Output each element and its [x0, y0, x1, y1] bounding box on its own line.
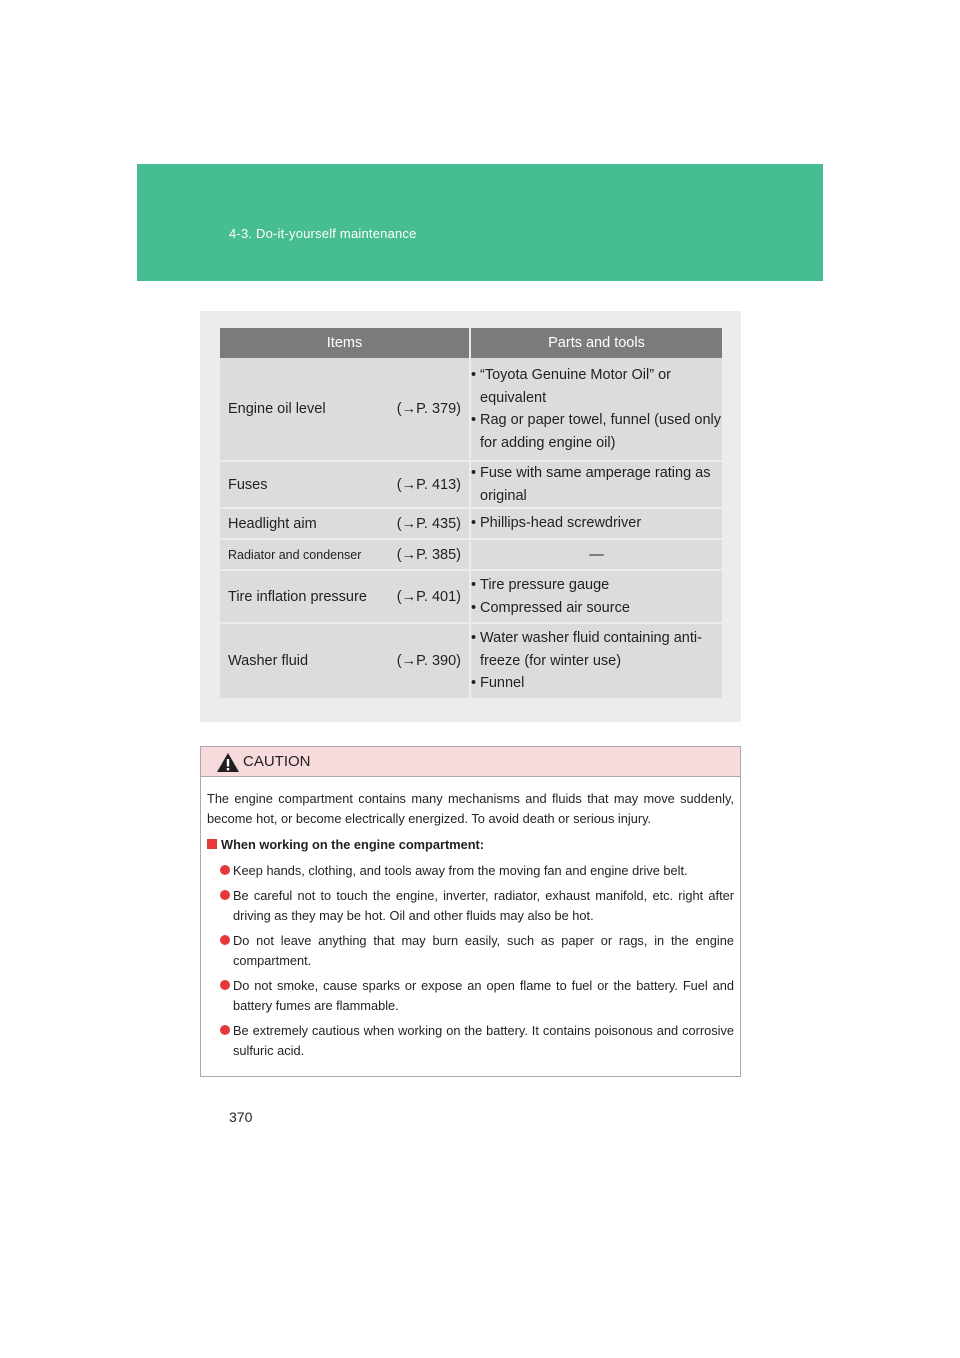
item-name: Washer fluid: [228, 653, 309, 669]
caution-item: Do not smoke, cause sparks or expose an open flame to fuel or the battery. Fuel and battery fumes are flammable.: [207, 976, 734, 1015]
caution-header: [201, 747, 740, 777]
item-cell: [220, 623, 470, 699]
parts-cell: [470, 358, 722, 461]
item-name: Radiator and condenser: [228, 547, 362, 562]
table-header-row: [220, 328, 722, 358]
table-row: [220, 623, 722, 699]
header-items: Items: [220, 328, 470, 358]
page-reference: (→P. 385): [396, 546, 461, 563]
table-row: [220, 539, 722, 570]
caution-item: Be extremely cautious when working on the battery. It contains poisonous and corrosive sulfuric acid.: [207, 1021, 734, 1060]
part-item: • Tire pressure gauge: [471, 577, 610, 593]
parts-tools-table: [220, 328, 722, 700]
caution-intro: The engine compartment contains many mechanisms and fluids that may move suddenly, become hot, or become electrically energized. To avoid death or serious injury.: [207, 791, 734, 826]
caution-item: Be careful not to touch the engine, inverter, radiator, exhaust manifold, etc. right after driving as they may be hot. Oil and other fluids may also be hot.: [207, 886, 734, 925]
item-cell: [220, 508, 470, 539]
header-band: [137, 164, 823, 281]
caution-item: Do not leave anything that may burn easily, such as paper or rags, in the engine compartment.: [207, 931, 734, 970]
header-parts: Parts and tools: [470, 328, 722, 358]
caution-box: [200, 746, 741, 1077]
item-name: Headlight aim: [228, 515, 317, 532]
caution-subheading: When working on the engine compartment:: [207, 835, 734, 855]
page-reference: (→P. 379): [396, 401, 461, 417]
round-bullet-icon: [220, 1025, 230, 1035]
caution-item: Keep hands, clothing, and tools away from the moving fan and engine drive belt.: [207, 861, 734, 881]
item-cell: [220, 358, 470, 461]
table-row: [220, 358, 722, 461]
part-item: • Rag or paper towel, funnel (used only for adding engine oil): [471, 412, 722, 451]
page-reference: (→P. 390): [396, 653, 461, 669]
part-item: • Water washer fluid containing anti-freeze (for winter use): [471, 630, 702, 669]
square-bullet-icon: [207, 839, 217, 849]
item-name: Engine oil level: [228, 401, 326, 417]
round-bullet-icon: [220, 980, 230, 990]
page-reference: (→P. 413): [396, 476, 461, 493]
item-name: Fuses: [228, 476, 268, 493]
part-item: • Fuse with same amperage rating as original: [471, 465, 711, 504]
part-item: • Phillips-head screwdriver: [471, 515, 642, 532]
page-reference: (→P. 435): [396, 515, 461, 532]
table-row: [220, 461, 722, 508]
part-item: • “Toyota Genuine Motor Oil” or equivalent: [471, 367, 671, 406]
caution-body: [201, 777, 740, 1060]
round-bullet-icon: [220, 865, 230, 875]
round-bullet-icon: [220, 935, 230, 945]
item-cell: [220, 570, 470, 623]
parts-cell: [470, 508, 722, 539]
parts-cell: [470, 623, 722, 699]
parts-cell: [470, 570, 722, 623]
page-reference: (→P. 401): [396, 588, 461, 605]
caution-title: CAUTION: [243, 753, 311, 770]
page-number: 370: [229, 1109, 253, 1125]
table-row: [220, 570, 722, 623]
parts-cell: [470, 461, 722, 508]
item-cell: [220, 461, 470, 508]
section-title: 4-3. Do-it-yourself maintenance: [229, 226, 417, 241]
item-name: Tire inflation pressure: [228, 588, 367, 605]
warning-triangle-icon: [216, 752, 240, 773]
round-bullet-icon: [220, 890, 230, 900]
table-row: [220, 508, 722, 539]
item-cell: [220, 539, 470, 570]
no-parts-dash: —: [470, 539, 722, 570]
part-item: • Compressed air source: [471, 599, 630, 616]
part-item: • Funnel: [471, 675, 525, 692]
